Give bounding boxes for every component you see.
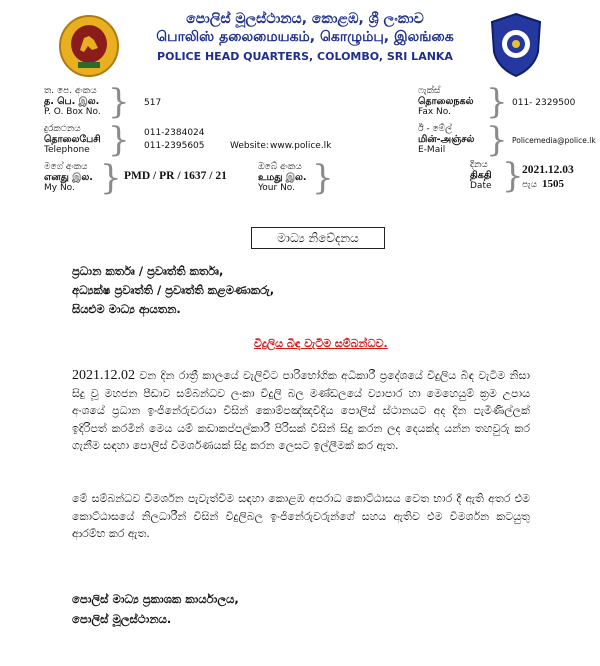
paragraph-2: මේ සම්බන්ධව විමර්ශන පැවැත්වීම සඳහා කොළඹ අපරාධ කොට්ඨාසය වෙත භාර දී ඇති අතර එම කොට්ඨාසයේ නිලධාරීන් විසින් විදුලිබල ඉංජිනේරුවරුන්ගේ සහය ඇතිව එම විමර්ශන කටයුතු ආරම්භ කර ඇත. [72, 492, 530, 540]
page-label: පැය [522, 180, 538, 190]
fax-label: ෆැක්ස් தொலைநகல் Fax No. [418, 86, 474, 117]
paragraph-1-date: 2021.12.02 [72, 368, 135, 383]
telephone-value-2: 011-2395605 [144, 141, 205, 151]
page-value: 1505 [542, 178, 564, 190]
fax-value: 011- 2329500 [512, 98, 576, 108]
media-release-title: මාධ්‍ය නිවේදනය [251, 227, 385, 249]
fax-brace: } [486, 82, 508, 122]
signature-line: පොලිස් මාධ්‍ය ප්‍රකාශක කාර්යාලය, [72, 592, 239, 606]
my-no-label: මගේ අංකය எனது இல. My No. [44, 162, 93, 193]
header-sinhala: පොලිස් මූලස්ථානය, කොළඹ, ශ්‍රී ලංකාව [186, 11, 424, 27]
paragraph-1-text: වන දින රාත්‍රී කාලයේ වැලිවිට පාරිභෝගික අධිකාරී ප්‍රදේශයේ විදුලිය බිඳ වැටීම නිසා සිදු වූ මහජන පීඩාව සම්බන්ධව ලංකා විදුලි බල මණ්ඩලයේ ව්‍යාපාර හා මෙහෙයුම් ක්‍රම උපාය අංශයේ ප්‍රධාන ඉංජිනේරුවරයා විසින් කොම්පඤ්ඤවීදිය පොලිස් ස්ථානයට අද දින පැමිණිල්ලක් ඉදිරිපත් කරමින් මෙය යම් කඩාකප්පල්කාරී පිරිසක් විසින් සිදු කරන ලද දෙයක්ද යන්න තහවුරු කර ගැනීම සඳහා පොලිස් විමර්ශණයක් සිදු කරන ලෙසට ඉල්ලීමක් කර ඇත. [72, 369, 530, 452]
paragraph-1 [72, 367, 530, 455]
addressee-line: සියළුම මාධ්‍ය ආයතන. [72, 302, 181, 316]
website-label: Website: [230, 141, 269, 151]
website-value[interactable]: www.police.lk [270, 141, 332, 151]
my-no-value: PMD / PR / 1637 / 21 [124, 170, 227, 182]
signature-line: පොලිස් මූලස්ථානය. [72, 612, 172, 626]
email-brace: } [486, 120, 508, 160]
police-logo [488, 12, 544, 78]
telephone-value-1: 011-2384024 [144, 128, 205, 138]
header-english: POLICE HEAD QUARTERS, COLOMBO, SRI LANKA [157, 50, 453, 63]
addressee-list [72, 262, 274, 319]
your-no-brace: } [312, 158, 334, 198]
subject-line: විදුලිය බිඳ වැටීම සම්බන්ධව. [254, 337, 388, 350]
header-tamil: பொலிஸ் தலைமையகம், கொழும்பு, இலங்கை [156, 29, 454, 45]
your-no-label: ඔබේ අංකය உமது இல. Your No. [258, 162, 307, 193]
po-box-brace: } [108, 82, 130, 122]
telephone-brace: } [108, 120, 130, 160]
date-value: 2021.12.03 [522, 164, 574, 176]
sri-lanka-emblem [58, 14, 120, 78]
signature-block [72, 589, 239, 629]
email-label: ඊ - මේල් மின்-அஞ்சல் E-Mail [418, 124, 475, 155]
email-value[interactable]: Policemedia@police.lk [512, 136, 596, 145]
addressee-line: අධ්‍යක්ෂ ප්‍රවෘත්ති / ප්‍රවෘත්ති කළමණාකරු, [72, 283, 275, 297]
po-box-label: ත. පෙ. අංකය த. பெ. இல. P. O. Box No. [44, 86, 101, 117]
date-brace: } [502, 156, 524, 196]
telephone-label: දුරකථනය தொலைபேசி Telephone [44, 124, 101, 155]
po-box-value: 517 [144, 98, 162, 108]
date-label: දිනය திகதி Date [470, 160, 492, 191]
addressee-line: ප්‍රධාන කර්තෘ / ප්‍රවෘත්ති කර්තෘ, [72, 264, 224, 278]
my-no-brace: } [100, 158, 122, 198]
